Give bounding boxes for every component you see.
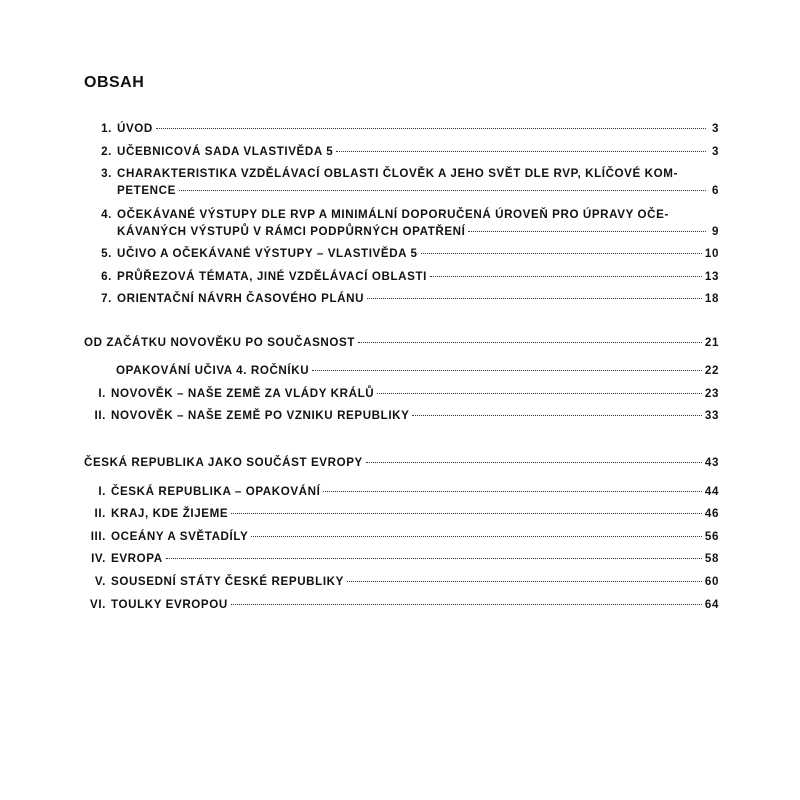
dot-leader [358,342,702,343]
dot-leader [377,393,702,394]
toc-entry-casovy-plan[interactable] [0,290,719,307]
toc-entry-evropa[interactable] [0,550,719,567]
dot-leader [367,298,702,299]
entry-page-number: 3 [711,122,719,135]
entry-title: ORIENTAČNÍ NÁVRH ČASOVÉHO PLÁNU [117,292,365,305]
entry-number: IV. [91,552,106,565]
dot-leader [412,415,701,416]
entry-title: OCEÁNY A SVĚTADÍLY [111,530,249,543]
entry-title-line1: CHARAKTERISTIKA VZDĚLÁVACÍ OBLASTI ČLOVĚK A JEHO SVĚT DLE RVP, KLÍČOVÉ KOM- [117,167,678,180]
entry-title: NOVOVĚK – NAŠE ZEMĚ ZA VLÁDY KRÁLŮ [111,387,375,400]
entry-number: 5. [101,247,112,260]
dot-leader [366,462,702,463]
toc-section-ceska-republika[interactable] [84,454,719,471]
entry-page-number: 10 [704,247,719,260]
dot-leader [251,536,702,537]
entry-page-number: 9 [711,225,719,238]
entry-title: UČEBNICOVÁ SADA VLASTIVĚDA 5 [117,145,334,158]
entry-title: OPAKOVÁNÍ UČIVA 4. ROČNÍKU [116,364,310,377]
entry-page-number: 3 [711,145,719,158]
entry-page-number: 22 [704,364,719,377]
entry-title: PRŮŘEZOVÁ TÉMATA, JINÉ VZDĚLÁVACÍ OBLASTI [117,270,427,283]
entry-number: I. [98,485,106,498]
entry-page-number: 58 [704,552,719,565]
entry-number: 1. [101,122,112,135]
toc-entry-ocekavane-vystupy-rvp[interactable] [0,206,719,240]
section-title: ČESKÁ REPUBLIKA JAKO SOUČÁST EVROPY [84,456,363,469]
entry-number: I. [98,387,106,400]
section-page-number: 21 [704,336,719,349]
entry-page-number: 18 [704,292,719,305]
toc-entry-novovek-republika[interactable] [0,407,719,424]
toc-entry-novovek-kralove[interactable] [0,385,719,402]
toc-entry-opakovani-4-rocniku[interactable] [0,362,719,379]
entry-title: TOULKY EVROPOU [111,598,228,611]
page-title: OBSAH [84,74,145,91]
entry-page-number: 56 [704,530,719,543]
toc-entry-ucivo[interactable] [0,245,719,262]
entry-title: ÚVOD [117,122,153,135]
entry-number: VI. [90,598,106,611]
toc-entry-oceany[interactable] [0,528,719,545]
entry-number: 7. [101,292,112,305]
entry-title: EVROPA [111,552,163,565]
dot-leader [166,558,702,559]
dot-leader [421,253,702,254]
toc-entry-prurezova-temata[interactable] [0,268,719,285]
dot-leader [156,128,706,129]
toc-entry-charakteristika[interactable] [0,165,719,199]
section-page-number: 43 [704,456,719,469]
toc-entry-uvod[interactable] [0,120,719,137]
entry-number: 3. [101,167,112,180]
toc-entry-kraj[interactable] [0,505,719,522]
entry-title: ČESKÁ REPUBLIKA – OPAKOVÁNÍ [111,485,321,498]
toc-entry-cr-opakovani[interactable] [0,483,719,500]
entry-page-number: 23 [704,387,719,400]
dot-leader [179,190,706,191]
toc-entry-sousedni-staty[interactable] [0,573,719,590]
toc-section-novovek[interactable] [84,334,719,351]
entry-page-number: 60 [704,575,719,588]
entry-number: III. [90,530,106,543]
toc-entry-toulky-evropou[interactable] [0,596,719,613]
entry-page-number: 13 [704,270,719,283]
dot-leader [231,604,702,605]
entry-page-number: 46 [704,507,719,520]
section-title: OD ZAČÁTKU NOVOVĚKU PO SOUČASNOST [84,336,356,349]
dot-leader [312,370,702,371]
entry-title: UČIVO A OČEKÁVANÉ VÝSTUPY – VLASTIVĚDA 5 [117,247,418,260]
entry-number: 6. [101,270,112,283]
entry-title-line2: PETENCE [117,184,176,197]
entry-number: 4. [101,208,112,221]
entry-title: SOUSEDNÍ STÁTY ČESKÉ REPUBLIKY [111,575,344,588]
toc-entry-ucebnicova-sada[interactable] [0,143,719,160]
entry-number: II. [94,507,106,520]
dot-leader [347,581,702,582]
entry-number: V. [94,575,106,588]
entry-page-number: 6 [711,184,719,197]
dot-leader [468,231,706,232]
dot-leader [231,513,702,514]
dot-leader [430,276,702,277]
entry-page-number: 64 [704,598,719,611]
entry-title: NOVOVĚK – NAŠE ZEMĚ PO VZNIKU REPUBLIKY [111,409,410,422]
entry-page-number: 33 [704,409,719,422]
dot-leader [336,151,706,152]
entry-title-line2: KÁVANÝCH VÝSTUPŮ V RÁMCI PODPŮRNÝCH OPATŘENÍ [117,225,466,238]
entry-title-line1: OČEKÁVANÉ VÝSTUPY DLE RVP A MINIMÁLNÍ DOPORUČENÁ ÚROVEŇ PRO ÚPRAVY OČE- [117,208,669,221]
entry-number: 2. [101,145,112,158]
dot-leader [323,491,701,492]
entry-number: II. [94,409,106,422]
entry-page-number: 44 [704,485,719,498]
entry-title: KRAJ, KDE ŽIJEME [111,507,229,520]
